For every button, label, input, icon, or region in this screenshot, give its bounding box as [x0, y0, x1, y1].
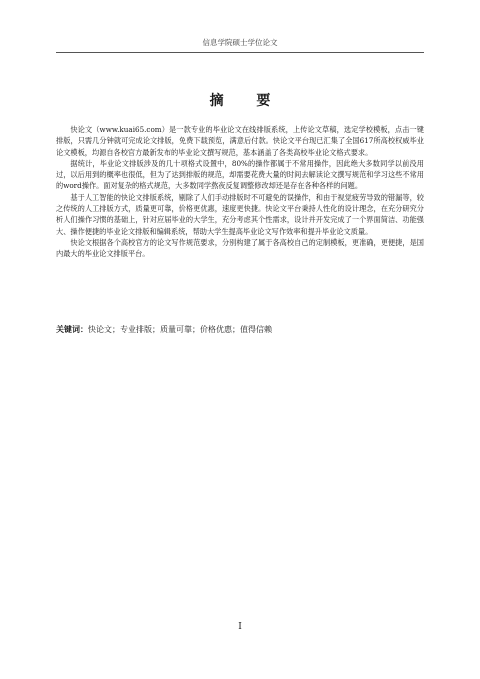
abstract-paragraph-3: 基于人工智能的快论文排版系统，剔除了人们手动排版时不可避免的误操作，和由于视觉疲劳导致的错漏等，较之传统的人工排版方式，质量更可靠，价格更优惠，速度更快捷。快论文平台秉持人性化的设计理念，在充分研究分析人们操作习惯的基础上，针对应届毕业的大学生，充分考虑其个性需求，设计并开发完成了一个界面简洁、功能强大、操作便捷的毕业论文排版和编辑系统，帮助大学生提高毕业论文写作效率和提升毕业论文质量。 — [56, 192, 424, 236]
header-rule — [56, 52, 424, 53]
abstract-paragraph-2: 据统计，毕业论文排版涉及的几十项格式设置中，80%的操作都属于不常用操作，因此绝大多数同学以前没用过，以后用到的概率也很低，但为了达到排版的规范，却需要花费大量的时间去解读论文撰写规范和学习这些不常用的word操作。面对复杂的格式规范，大多数同学熬夜反复调整修改却还是存在各种各样的问题。 — [56, 158, 424, 191]
abstract-paragraph-1: 快论文（www.kuai65.com）是一款专业的毕业论文在线排版系统，上传论文草稿，选定学校模板，点击一键排版，只需几分钟就可完成论文排版，免费下载预览，满意后付款。快论文平台现已汇集了全国617所高校权威毕业论文模板，均源自各校官方最新发布的毕业论文撰写规范，基本涵盖了各类高校毕业论文格式要求。 — [56, 125, 424, 157]
running-header: 信息学院硕士学位论文 — [202, 38, 278, 47]
keywords-text: 快论文；专业排版；质量可靠；价格优惠；值得信赖 — [88, 325, 272, 334]
keywords-line — [56, 323, 424, 336]
abstract-paragraph-4: 快论文根据各个高校官方的论文写作规范要求，分别构建了属于各高校自己的定制模板，更准确，更便捷，是国内最大的毕业论文排版平台。 — [56, 237, 424, 259]
page-number: I — [238, 622, 242, 632]
abstract-title: 摘 要 — [209, 93, 285, 109]
abstract-body — [56, 124, 424, 260]
keywords-label: 关键词： — [56, 324, 88, 334]
